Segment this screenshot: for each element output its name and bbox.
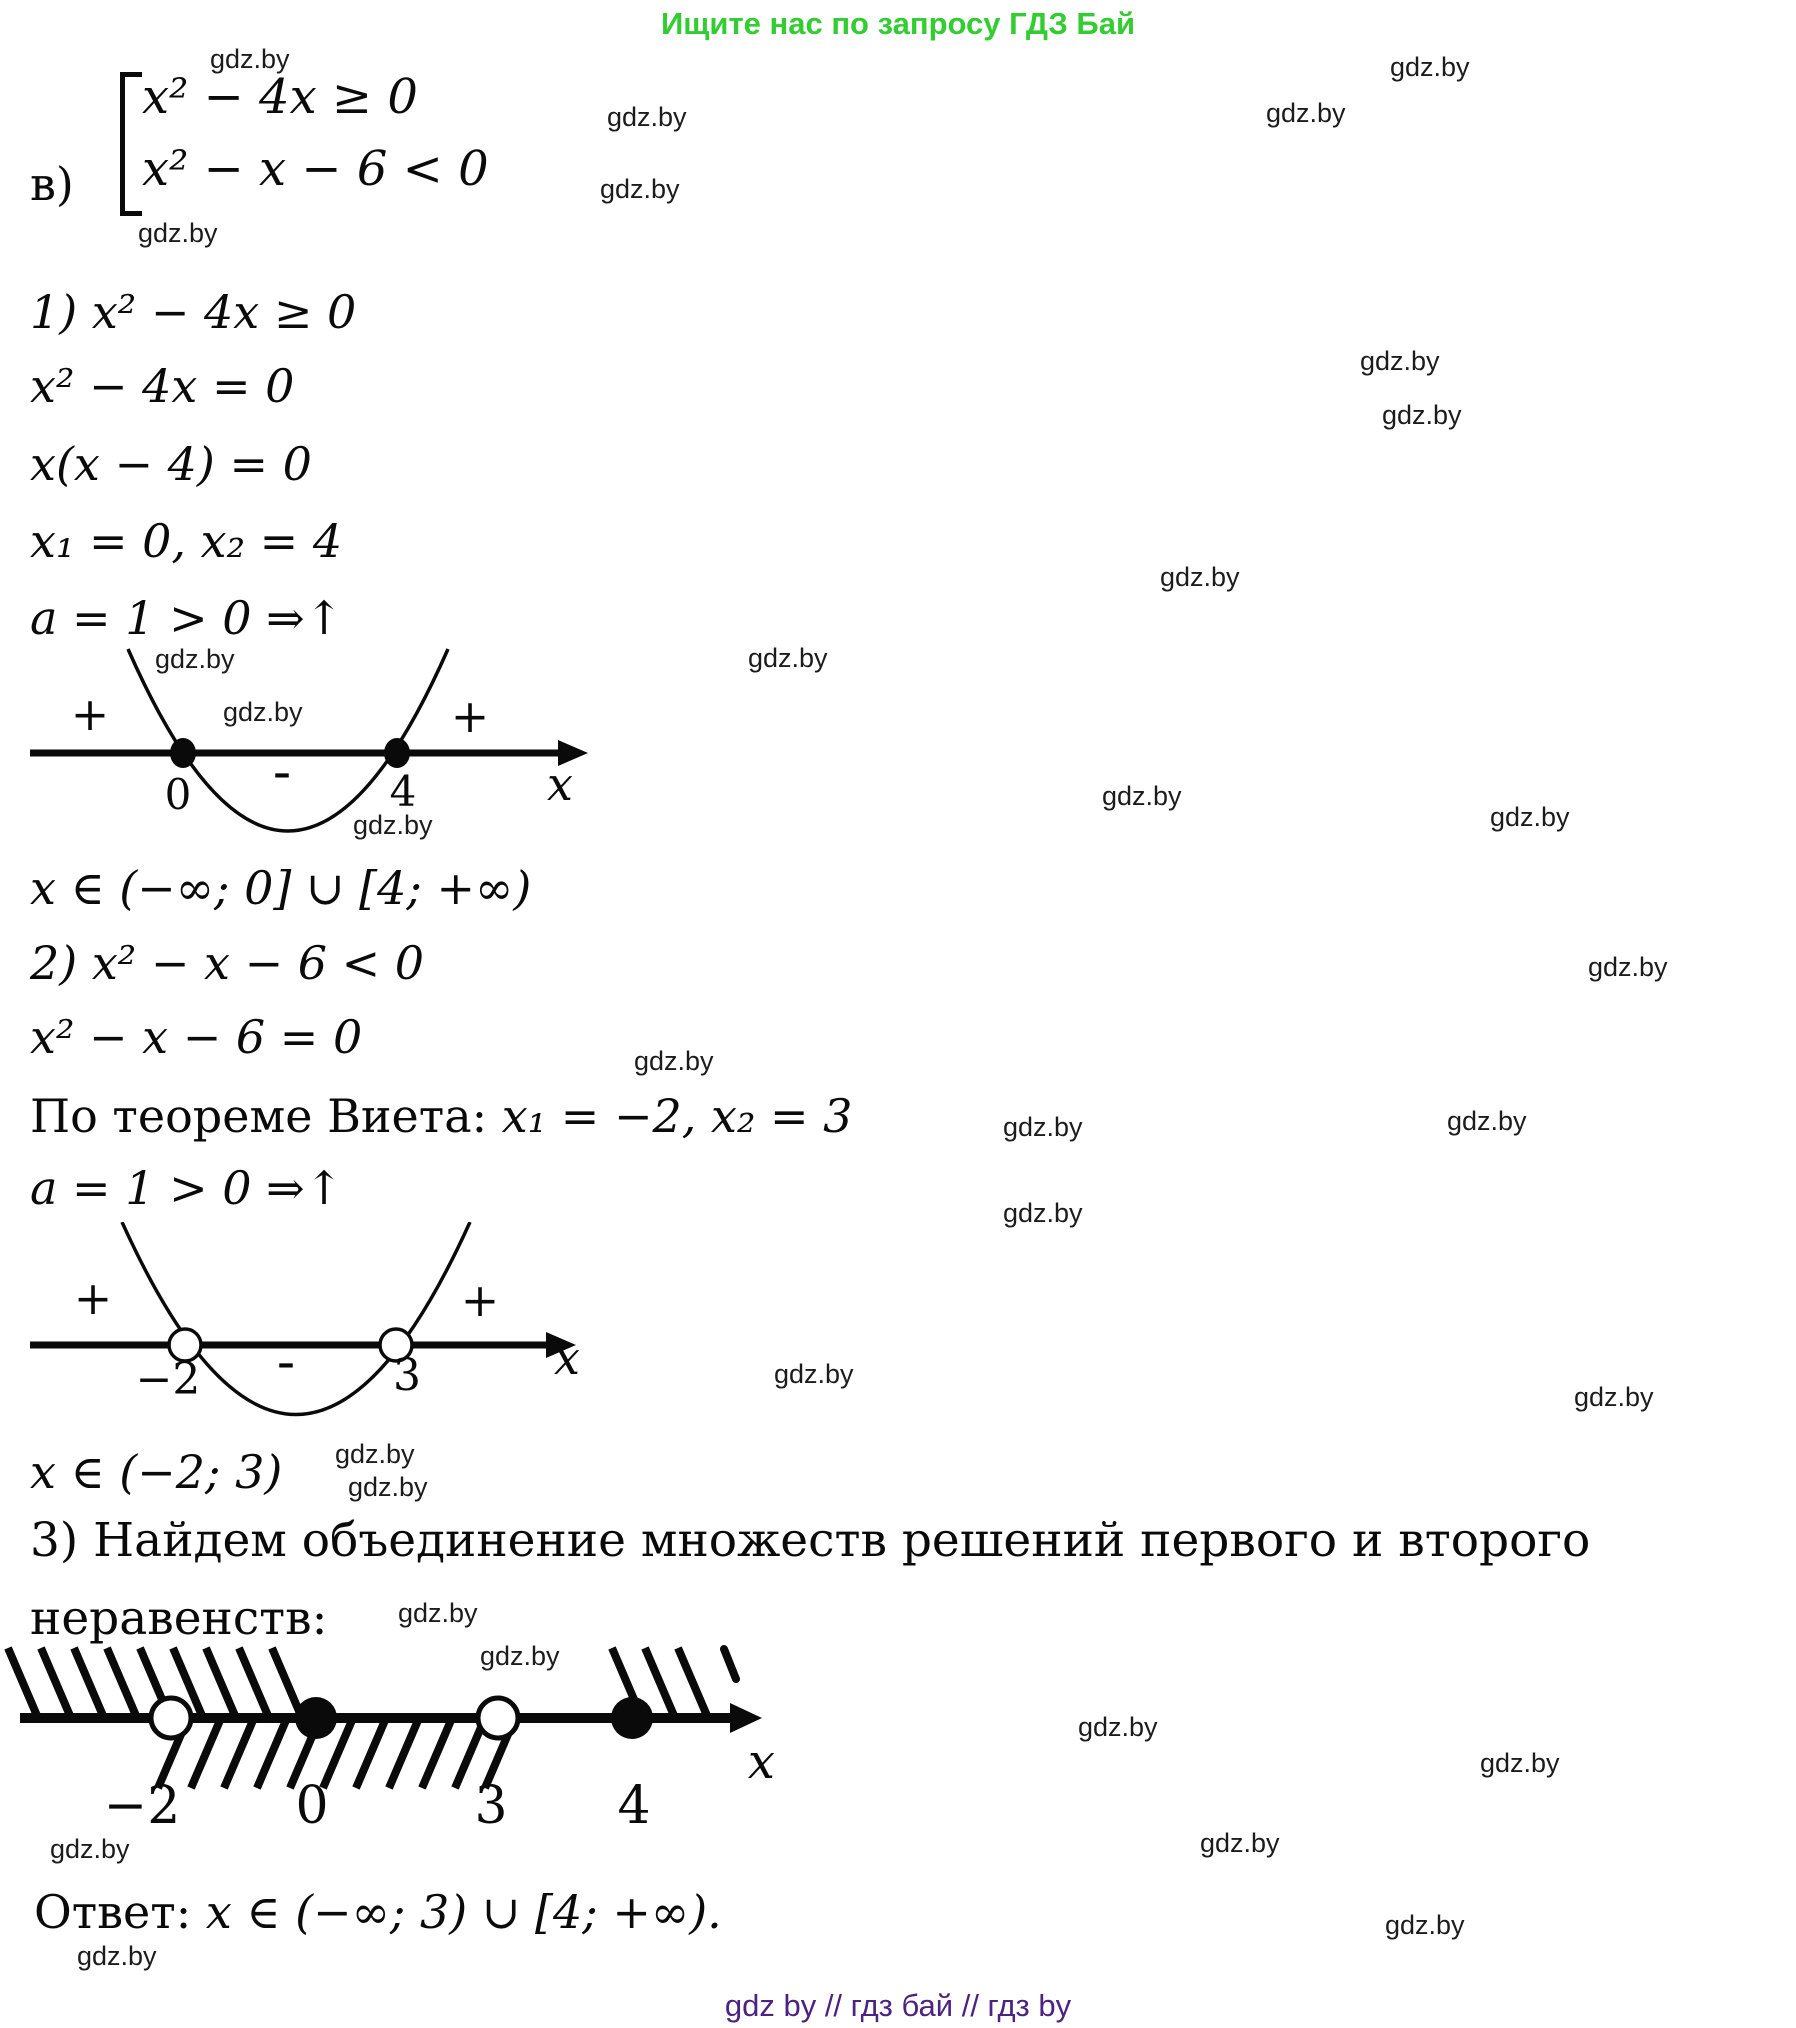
watermark-text: gdz.by <box>50 1834 130 1864</box>
step1-line-3: x(x − 4) = 0 <box>30 437 312 491</box>
sign-minus-middle: - <box>276 1330 296 1393</box>
problem-label: в) <box>30 157 74 211</box>
watermark-text: gdz.by <box>1003 1112 1083 1142</box>
watermark-text: gdz.by <box>223 697 303 727</box>
root-label-1: −2 <box>135 1354 201 1405</box>
answer-line <box>34 1885 722 1939</box>
watermark-text: gdz.by <box>607 102 687 132</box>
answer-value: x ∈ (−∞; 3) ∪ [4; +∞). <box>205 1885 722 1939</box>
watermark-text: gdz.by <box>748 643 828 673</box>
root-dot-filled <box>384 738 410 768</box>
axis-label: x <box>547 757 573 811</box>
system-inequality-1: x² − 4x ≥ 0 <box>142 69 418 125</box>
axis-label: x <box>554 1331 580 1385</box>
watermark-text: gdz.by <box>1200 1828 1280 1858</box>
watermark-text: gdz.by <box>634 1046 714 1076</box>
step1-line-2: x² − 4x = 0 <box>30 359 295 413</box>
axis-label: x <box>747 1734 775 1790</box>
watermark-text: gdz.by <box>348 1472 428 1502</box>
step2-line-2: x² − x − 6 = 0 <box>30 1010 363 1064</box>
watermark-text: gdz.by <box>1447 1106 1527 1136</box>
step3-heading-line1: 3) Найдем объединение множеств решений первого и второго <box>30 1513 1591 1568</box>
site-footer-text: gdz by // гдз бай // гдз by <box>724 1988 1072 2023</box>
step1-solution: x ∈ (−∞; 0] ∪ [4; +∞) <box>30 861 532 915</box>
sign-plus-right: + <box>450 689 490 743</box>
watermark-text: gdz.by <box>1574 1382 1654 1412</box>
watermark-text: gdz.by <box>1588 952 1668 982</box>
watermark-text: gdz.by <box>1078 1712 1158 1742</box>
point-filled-dot <box>295 1697 337 1739</box>
vieta-prefix: По теореме Виета: <box>30 1089 502 1143</box>
sign-minus-middle: - <box>272 740 292 803</box>
vieta-roots: x₁ = −2, x₂ = 3 <box>501 1089 853 1143</box>
point-open-circle <box>151 1698 191 1738</box>
watermark-text: gdz.by <box>1385 1910 1465 1940</box>
watermark-text: gdz.by <box>398 1598 478 1628</box>
step1-line-4: x₁ = 0, x₂ = 4 <box>30 514 343 568</box>
watermark-text: gdz.by <box>210 44 290 74</box>
system-inequality-2: x² − x − 6 < 0 <box>142 141 489 197</box>
point-open-circle <box>478 1698 518 1738</box>
watermark-text: gdz.by <box>1266 98 1346 128</box>
watermark-text: gdz.by <box>138 218 218 248</box>
watermark-text: gdz.by <box>1360 346 1440 376</box>
root-dot-filled <box>170 738 196 768</box>
watermark-text: gdz.by <box>335 1439 415 1469</box>
site-header-text: Ищите нас по запросу ГДЗ Бай <box>660 6 1136 41</box>
watermark-text: gdz.by <box>1480 1748 1560 1778</box>
point-filled-dot <box>611 1697 653 1739</box>
watermark-text: gdz.by <box>155 644 235 674</box>
watermark-text: gdz.by <box>600 174 680 204</box>
watermark-text: gdz.by <box>774 1359 854 1389</box>
watermark-text: gdz.by <box>1390 52 1470 82</box>
watermark-text: gdz.by <box>77 1941 157 1971</box>
watermark-text: gdz.by <box>1003 1198 1083 1228</box>
sign-plus-left: + <box>70 687 110 741</box>
watermark-text: gdz.by <box>1102 781 1182 811</box>
step2-coef-line: a = 1 > 0 ⇒↑ <box>30 1161 344 1215</box>
watermark-text: gdz.by <box>480 1641 560 1671</box>
vieta-line <box>30 1089 853 1143</box>
point-label-3: 3 <box>474 1776 508 1836</box>
watermark-text: gdz.by <box>1382 400 1462 430</box>
sign-plus-right: + <box>460 1273 500 1327</box>
answer-prefix: Ответ: <box>34 1885 206 1939</box>
root-label-1: 0 <box>164 770 192 819</box>
watermark-text: gdz.by <box>1160 562 1240 592</box>
watermark-text: gdz.by <box>353 810 433 840</box>
step2-line-1: 2) x² − x − 6 < 0 <box>30 936 425 990</box>
point-label-1: −2 <box>103 1776 181 1836</box>
parabola-sign-chart-2 <box>18 1222 618 1457</box>
watermark-text: gdz.by <box>1490 802 1570 832</box>
root-label-2: 3 <box>393 1350 421 1401</box>
step3-heading-line2: неравенств: <box>30 1591 328 1646</box>
point-label-4: 4 <box>617 1776 651 1836</box>
step1-line-1: 1) x² − 4x ≥ 0 <box>30 285 357 339</box>
step1-line-5: a = 1 > 0 ⇒↑ <box>30 591 344 645</box>
parabola-sign-chart-1 <box>18 642 603 854</box>
root-label-2: 4 <box>389 767 417 816</box>
step2-solution: x ∈ (−2; 3) <box>30 1445 283 1499</box>
hatch-region-middle-below <box>158 1718 515 1788</box>
number-line-diagram <box>0 1633 800 1838</box>
sign-plus-left: + <box>73 1271 113 1325</box>
system-bracket <box>120 72 142 216</box>
axis-arrowhead <box>730 1703 762 1733</box>
point-label-2: 0 <box>295 1776 329 1836</box>
